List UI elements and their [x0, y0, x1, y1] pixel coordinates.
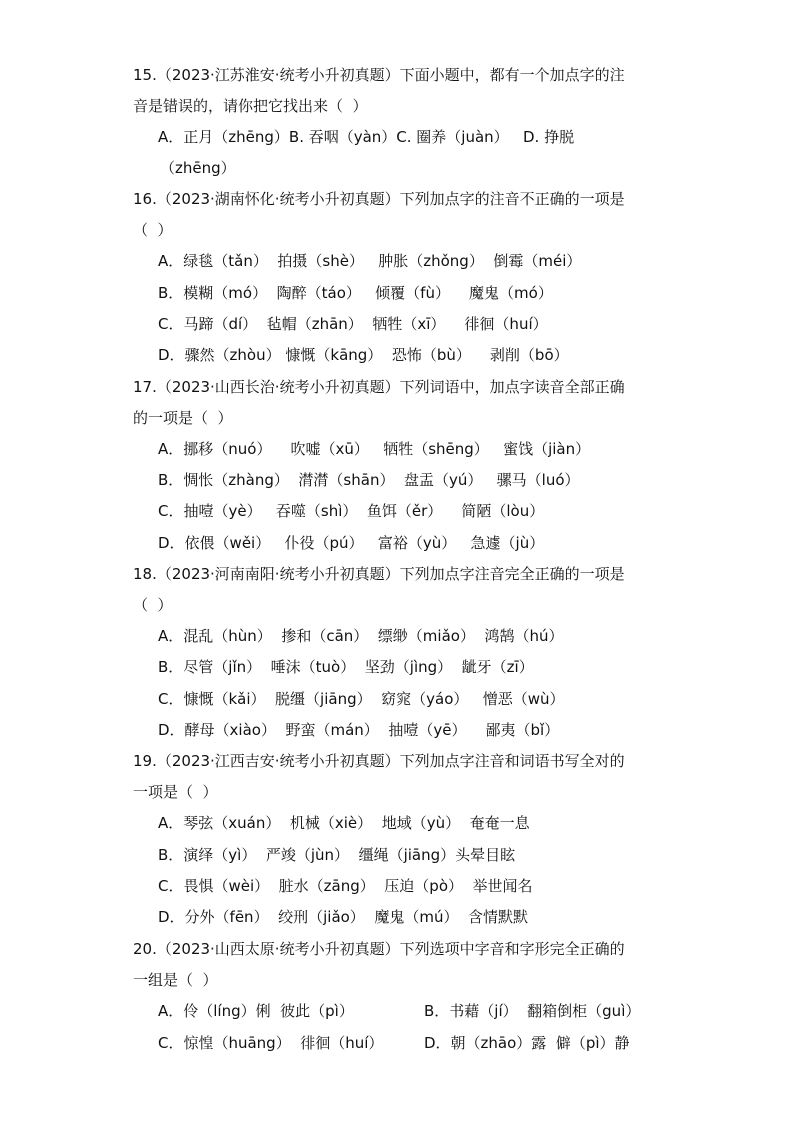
q19-stem-line2: 一项是（ ） [133, 783, 218, 801]
q17-stem-line1: 17.（2023·山西长治·统考小升初真题）下列词语中，加点字读音全部正确 [133, 378, 625, 396]
q19-option-a: A．琴弦（xuán） 机械（xiè） 地域（yù） 奄奄一息 [158, 814, 530, 832]
q20-option-a: A．伶（líng）俐 彼此（pì） [158, 1002, 354, 1020]
q18-stem-line1: 18.（2023·河南南阳·统考小升初真题）下列加点字注音完全正确的一项是 [133, 565, 625, 583]
q18-option-c: C．慷慨（kǎi） 脱缰（jiāng） 窈窕（yáo） 憎恶（wù） [158, 690, 565, 708]
q20-option-b: B．书藉（jí） 翻箱倒柜（guì） [424, 1002, 641, 1020]
q20-option-c: C．惊惶（huāng） 徘徊（huí） [158, 1034, 384, 1052]
q17-option-c: C．抽噎（yè） 吞噬（shì） 鱼饵（ěr） 简陋（lòu） [158, 502, 545, 520]
q18-option-a: A．混乱（hùn） 掺和（cān） 缥缈（miǎo） 鸿鹄（hú） [158, 627, 564, 645]
q17-option-a: A．挪移（nuó） 吹嘘（xū） 牺牲（shēng） 蜜饯（jiàn） [158, 440, 591, 458]
q16-option-c: C．马蹄（dí） 毡帽（zhān） 牺牲（xī） 徘徊（huí） [158, 315, 548, 333]
q18-option-d: D．酵母（xiào） 野蛮（mán） 抽噎（yē） 鄙夷（bǐ） [158, 721, 560, 739]
q20-stem-line1: 20.（2023·山西太原·统考小升初真题）下列选项中字音和字形完全正确的 [133, 940, 625, 958]
q15-stem-line1: 15.（2023·江苏淮安·统考小升初真题）下面小题中，都有一个加点字的注 [133, 66, 625, 84]
q19-option-c: C．畏惧（wèi） 脏水（zāng） 压迫（pò） 举世闻名 [158, 877, 533, 895]
q15-options-line1: A．正月（zhēng）B. 吞咽（yàn）C. 圈养（juàn） D. 挣脱 [158, 128, 575, 146]
q18-stem-line2: （ ） [133, 596, 173, 614]
q16-stem-line1: 16.（2023·湖南怀化·统考小升初真题）下列加点字的注音不正确的一项是 [133, 190, 625, 208]
q16-option-a: A．绿毯（tǎn） 拍摄（shè） 肿胀（zhǒng） 倒霉（méi） [158, 252, 582, 270]
q19-stem-line1: 19.（2023·江西吉安·统考小升初真题）下列加点字注音和词语书写全对的 [133, 752, 625, 770]
q17-stem-line2: 的一项是（ ） [133, 409, 233, 427]
q16-option-d: D．骤然（zhòu） 慷慨（kāng） 恐怖（bù） 剥削（bō） [158, 346, 569, 364]
q20-option-d: D．朝（zhāo）露 僻（pì）静 [424, 1034, 630, 1052]
q18-option-b: B．尽管（jǐn） 唾沫（tuò） 坚劲（jìng） 龇牙（zī） [158, 658, 534, 676]
q19-option-b: B．演绎（yì） 严竣（jùn） 缰绳（jiāng）头晕目眩 [158, 846, 516, 864]
q15-options-line2: （zhēng） [160, 159, 236, 177]
q19-option-d: D．分外（fēn） 绞刑（jiǎo） 魔鬼（mú） 含情默默 [158, 908, 528, 926]
q17-option-b: B．惆怅（zhàng） 潸潸（shān） 盘盂（yú） 骡马（luó） [158, 471, 580, 489]
q16-option-b: B．模糊（mó） 陶醉（táo） 倾覆（fù） 魔鬼（mó） [158, 284, 553, 302]
q16-stem-line2: （ ） [133, 221, 173, 239]
q17-option-d: D．依偎（wěi） 仆役（pú） 富裕（yù） 急遽（jù） [158, 534, 545, 552]
q20-stem-line2: 一组是（ ） [133, 971, 218, 989]
q15-stem-line2: 音是错误的，请你把它找出来（ ） [133, 97, 368, 115]
